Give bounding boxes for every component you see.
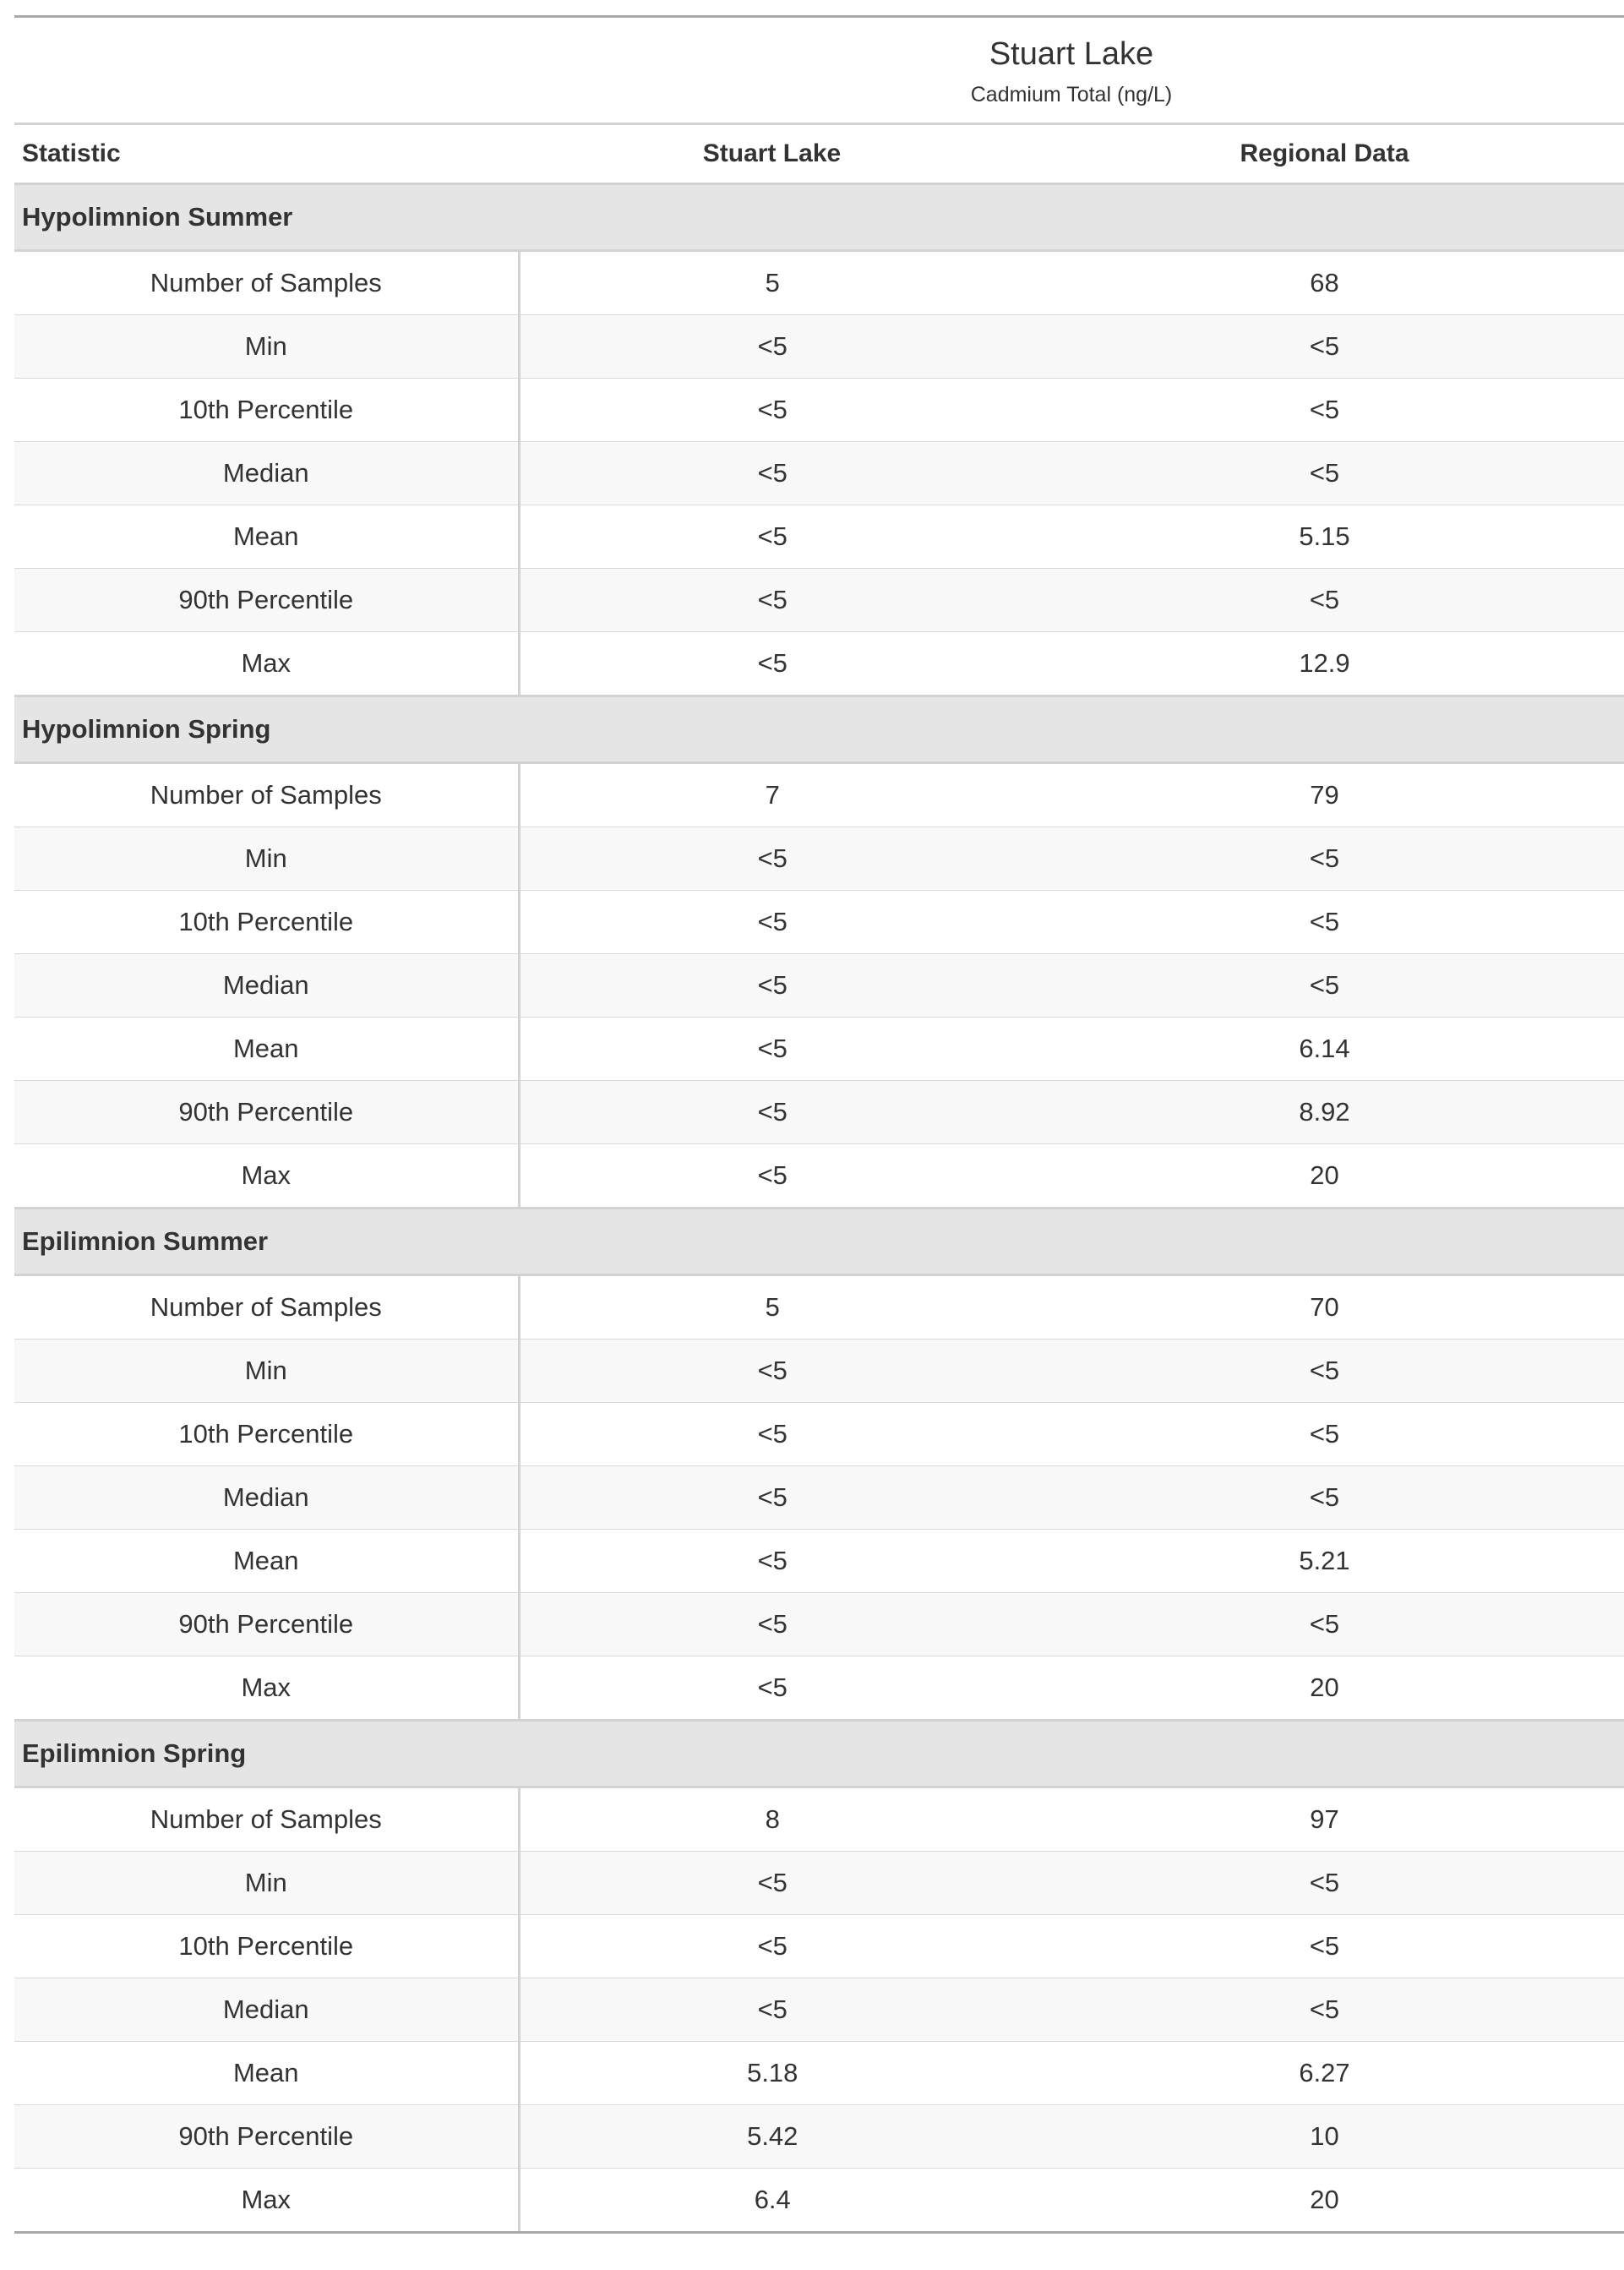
table-title-row (14, 17, 1624, 124)
regional-data-cell: <5 (1025, 827, 1624, 891)
stat-cell: Min (14, 315, 519, 379)
stat-cell: Number of Samples (14, 1275, 519, 1340)
table-row (14, 505, 1624, 569)
stat-cell: 90th Percentile (14, 569, 519, 632)
regional-data-cell: <5 (1025, 315, 1624, 379)
table-row (14, 2105, 1624, 2169)
table-subtitle: Cadmium Total (ng/L) (970, 83, 1173, 106)
table-row (14, 827, 1624, 891)
regional-data-cell: 68 (1025, 251, 1624, 315)
regional-data-cell: 6.27 (1025, 2042, 1624, 2105)
stuart-lake-cell: <5 (519, 442, 1025, 505)
stat-cell: 10th Percentile (14, 891, 519, 954)
regional-data-cell: 20 (1025, 1144, 1624, 1209)
table-row (14, 1275, 1624, 1340)
stuart-lake-cell: <5 (519, 1593, 1025, 1656)
group-label: Epilimnion Summer (14, 1209, 1624, 1275)
stat-cell: Median (14, 1978, 519, 2042)
stuart-lake-cell: <5 (519, 1978, 1025, 2042)
stuart-lake-cell: <5 (519, 1852, 1025, 1915)
column-header-stuart-lake: Stuart Lake (519, 124, 1025, 184)
stat-cell: Mean (14, 505, 519, 569)
regional-data-cell: 70 (1025, 1275, 1624, 1340)
table-row (14, 251, 1624, 315)
stuart-lake-cell: <5 (519, 1530, 1025, 1593)
regional-data-cell: <5 (1025, 1978, 1624, 2042)
stuart-lake-cell: <5 (519, 505, 1025, 569)
stuart-lake-cell: <5 (519, 1081, 1025, 1144)
column-header-statistic: Statistic (14, 124, 519, 184)
regional-data-cell: <5 (1025, 1915, 1624, 1978)
stat-cell: Mean (14, 2042, 519, 2105)
stat-cell: 10th Percentile (14, 1403, 519, 1466)
regional-data-cell: 6.14 (1025, 1018, 1624, 1081)
stuart-lake-cell: <5 (519, 379, 1025, 442)
stuart-lake-cell: 5.18 (519, 2042, 1025, 2105)
table-row (14, 569, 1624, 632)
stat-cell: Min (14, 827, 519, 891)
stuart-lake-cell: 8 (519, 1787, 1025, 1852)
table-row (14, 315, 1624, 379)
stat-cell: Min (14, 1852, 519, 1915)
stat-cell: 10th Percentile (14, 1915, 519, 1978)
regional-data-cell: 20 (1025, 1656, 1624, 1721)
stat-cell: Max (14, 2169, 519, 2233)
regional-data-cell: <5 (1025, 954, 1624, 1018)
stuart-lake-cell: 5 (519, 251, 1025, 315)
table-row (14, 1978, 1624, 2042)
stuart-lake-cell: <5 (519, 1915, 1025, 1978)
stat-cell: Number of Samples (14, 251, 519, 315)
statistics-table-container (14, 15, 1624, 2234)
stat-cell: Max (14, 1144, 519, 1209)
table-row (14, 1081, 1624, 1144)
group-header-row (14, 184, 1624, 251)
stuart-lake-cell: <5 (519, 1018, 1025, 1081)
group-header-row (14, 1209, 1624, 1275)
regional-data-cell: <5 (1025, 569, 1624, 632)
table-title: Stuart Lake (989, 36, 1154, 72)
table-row (14, 379, 1624, 442)
table-row (14, 1656, 1624, 1721)
stat-cell: 90th Percentile (14, 1081, 519, 1144)
stat-cell: Median (14, 1466, 519, 1530)
title-cell (519, 17, 1624, 124)
title-spacer (14, 17, 519, 124)
regional-data-cell: <5 (1025, 1340, 1624, 1403)
group-label: Epilimnion Spring (14, 1721, 1624, 1787)
stuart-lake-cell: <5 (519, 827, 1025, 891)
stat-cell: 90th Percentile (14, 1593, 519, 1656)
stat-cell: Number of Samples (14, 1787, 519, 1852)
table-row (14, 1018, 1624, 1081)
regional-data-cell: <5 (1025, 442, 1624, 505)
stat-cell: 90th Percentile (14, 2105, 519, 2169)
table-row (14, 1530, 1624, 1593)
regional-data-cell: 8.92 (1025, 1081, 1624, 1144)
regional-data-cell: <5 (1025, 891, 1624, 954)
table-row (14, 1340, 1624, 1403)
stat-cell: Median (14, 954, 519, 1018)
group-label: Hypolimnion Spring (14, 696, 1624, 763)
table-row (14, 1852, 1624, 1915)
regional-data-cell: 5.15 (1025, 505, 1624, 569)
stuart-lake-cell: <5 (519, 1466, 1025, 1530)
stat-cell: Min (14, 1340, 519, 1403)
stuart-lake-cell: <5 (519, 891, 1025, 954)
regional-data-cell: 5.21 (1025, 1530, 1624, 1593)
stat-cell: Median (14, 442, 519, 505)
stuart-lake-cell: <5 (519, 1144, 1025, 1209)
table-row (14, 2042, 1624, 2105)
stat-cell: Max (14, 1656, 519, 1721)
regional-data-cell: <5 (1025, 379, 1624, 442)
stat-cell: 10th Percentile (14, 379, 519, 442)
regional-data-cell: <5 (1025, 1403, 1624, 1466)
table-row (14, 1593, 1624, 1656)
group-header-row (14, 696, 1624, 763)
stuart-lake-cell: <5 (519, 1656, 1025, 1721)
table-row (14, 763, 1624, 827)
regional-data-cell: 79 (1025, 763, 1624, 827)
regional-data-cell: <5 (1025, 1852, 1624, 1915)
table-row (14, 1466, 1624, 1530)
column-header-row (14, 124, 1624, 184)
table-row (14, 1787, 1624, 1852)
table-row (14, 442, 1624, 505)
group-header-row (14, 1721, 1624, 1787)
stuart-lake-cell: <5 (519, 1403, 1025, 1466)
regional-data-cell: 12.9 (1025, 632, 1624, 696)
stuart-lake-cell: 7 (519, 763, 1025, 827)
stuart-lake-cell: 6.4 (519, 2169, 1025, 2233)
stat-cell: Number of Samples (14, 763, 519, 827)
table-body (14, 184, 1624, 2233)
stuart-lake-cell: <5 (519, 315, 1025, 379)
table-row (14, 632, 1624, 696)
table-row (14, 2169, 1624, 2233)
regional-data-cell: <5 (1025, 1593, 1624, 1656)
table-row (14, 954, 1624, 1018)
table-row (14, 1144, 1624, 1209)
stat-cell: Max (14, 632, 519, 696)
regional-data-cell: 20 (1025, 2169, 1624, 2233)
stuart-lake-cell: 5 (519, 1275, 1025, 1340)
table-row (14, 891, 1624, 954)
group-label: Hypolimnion Summer (14, 184, 1624, 251)
regional-data-cell: 97 (1025, 1787, 1624, 1852)
table-row (14, 1915, 1624, 1978)
column-header-regional-data: Regional Data (1025, 124, 1624, 184)
stuart-lake-cell: 5.42 (519, 2105, 1025, 2169)
regional-data-cell: <5 (1025, 1466, 1624, 1530)
stat-cell: Mean (14, 1018, 519, 1081)
stuart-lake-cell: <5 (519, 1340, 1025, 1403)
regional-data-cell: 10 (1025, 2105, 1624, 2169)
stat-cell: Mean (14, 1530, 519, 1593)
stuart-lake-cell: <5 (519, 569, 1025, 632)
stuart-lake-cell: <5 (519, 632, 1025, 696)
table-row (14, 1403, 1624, 1466)
statistics-table (14, 15, 1624, 2234)
stuart-lake-cell: <5 (519, 954, 1025, 1018)
